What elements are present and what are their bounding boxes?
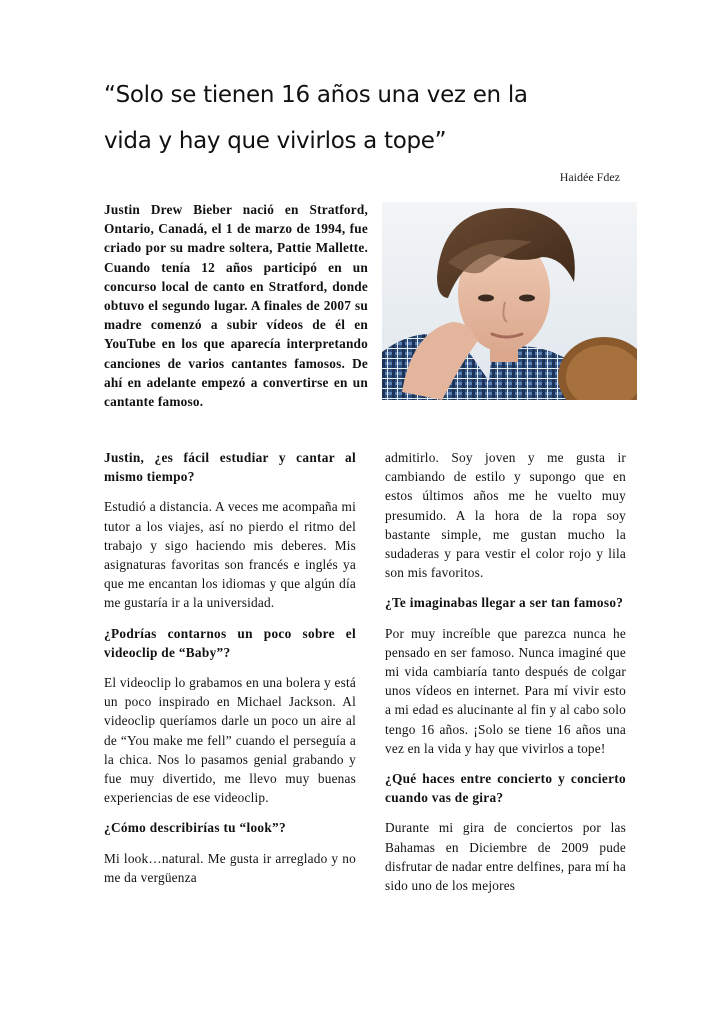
left-column	[104, 448, 356, 898]
interview-answer: Durante mi gira de conciertos por las Bahamas en Diciembre de 2009 pude disfrutar de nadar entre delfines, para mí ha sido uno de los mejores	[385, 820, 626, 894]
interview-answer: admitirlo. Soy joven y me gusta ir cambiando de estilo y supongo que en estos últimos años me he vuelto muy presumido. A la hora de la ropa soy bastante simple, me gustan mucho la sudaderas y para vestir el color rojo y lila son mis favoritos.	[385, 450, 626, 581]
interview-answer: Estudió a distancia. A veces me acompaña mi tutor a los viajes, así no pierdo el ritmo del trabajo y sigo haciendo mis deberes. Mis asignaturas favoritas son francés e inglés ya que me encantan los idiomas y que algún día me gustaría ir a la universidad.	[104, 499, 356, 611]
interview-question: Justin, ¿es fácil estudiar y cantar al mismo tiempo?	[104, 450, 356, 485]
portrait-illustration	[382, 202, 637, 400]
portrait-photo	[382, 202, 637, 400]
article-title	[104, 72, 644, 164]
interview-answer: El videoclip lo grabamos en una bolera y está un poco inspirado en Michael Jackson. Al videoclip queríamos darle un poco un aire al de “You make me fell” cuando el perseguía a la chica. Nos lo pasamos genial grabando y fue muy divertido, me llevo muy buenas experiencias de ese videoclip.	[104, 675, 356, 806]
title-line-1: “Solo se tienen 16 años una vez en la	[104, 82, 528, 108]
intro-paragraph: Justin Drew Bieber nació en Stratford, Ontario, Canadá, el 1 de marzo de 1994, fue criado por su madre soltera, Pattie Mallette. Cuando tenía 12 años participó en un concurso local de canto en Stratford, donde obtuvo el segundo lugar. A finales de 2007 su madre comenzó a subir vídeos de él en YouTube en los que aparecía interpretando canciones de varios cantantes famosos. De ahí en adelante empezó a convertirse en un cantante famoso.	[104, 202, 368, 410]
interview-answer: Por muy increíble que parezca nunca he pensado en ser famoso. Nunca imaginé que mi vida cambiaría tanto después de colgar unos vídeos en internet. Para mí vivir esto a mi edad es alucinante al fin y al cabo solo tengo 16 años. ¡Solo se tiene 16 años una vez en la vida y hay que vivirlos a tope!	[385, 625, 626, 756]
interview-question: ¿Cómo describirías tu “look”?	[104, 820, 286, 836]
author-name: Haidée Fdez	[559, 170, 620, 184]
right-column	[385, 448, 626, 906]
interview-question: ¿Podrías contarnos un poco sobre el videoclip de “Baby”?	[104, 625, 356, 660]
interview-question: ¿Te imaginabas llegar a ser tan famoso?	[385, 595, 624, 611]
title-line-2: vida y hay que vivirlos a tope”	[104, 128, 447, 154]
interview-question: ¿Qué haces entre concierto y concierto cuando vas de gira?	[385, 771, 626, 806]
interview-answer: Mi look…natural. Me gusta ir arreglado y no me da vergüenza	[104, 850, 356, 885]
